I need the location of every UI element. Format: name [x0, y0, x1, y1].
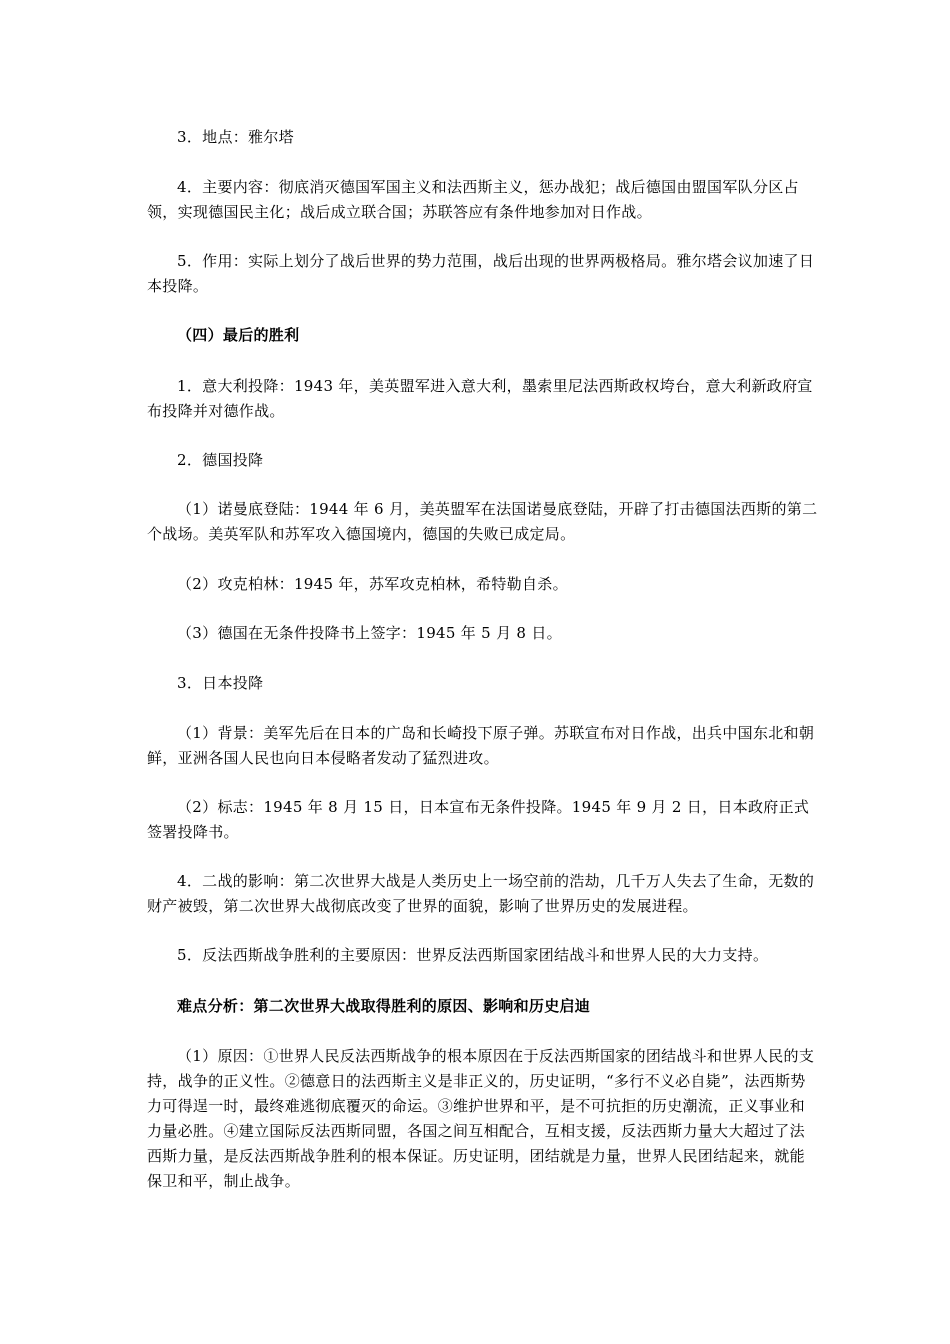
- paragraph-sign: （2）标志：1945 年 8 月 15 日，日本宣布无条件投降。1945 年 9 月 2 日，日本政府正式签署投降书。: [147, 798, 810, 841]
- paragraph-italy-surrender: 1．意大利投降：1943 年，美英盟军进入意大利，墨索里尼法西斯政权垮台，意大利新政府宣布投降并对德作战。: [147, 377, 813, 420]
- paragraph-location: 3．地点：雅尔塔: [177, 128, 294, 146]
- section-heading-difficulty-analysis: 难点分析：第二次世界大战取得胜利的原因、影响和历史启迪: [177, 997, 591, 1015]
- paragraph-main-content: 4．主要内容：彻底消灭德国军国主义和法西斯主义，惩办战犯；战后德国由盟国军队分区占领，实现德国民主化；战后成立联合国；苏联答应有条件地参加对日作战。: [147, 178, 799, 221]
- paragraph-germany-sign: （3）德国在无条件投降书上签字：1945 年 5 月 8 日。: [177, 624, 562, 642]
- section-heading-final-victory: （四）最后的胜利: [177, 326, 300, 344]
- paragraph-effect: 5．作用：实际上划分了战后世界的势力范围，战后出现的世界两极格局。雅尔塔会议加速了日本投降。: [147, 252, 815, 295]
- paragraph-germany-surrender: 2．德国投降: [177, 451, 264, 469]
- paragraph-normandy: （1）诺曼底登陆：1944 年 6 月，美英盟军在法国诺曼底登陆，开辟了打击德国法西斯的第二个战场。美英军队和苏军攻入德国境内，德国的失败已成定局。: [147, 500, 818, 543]
- paragraph-war-impact: 4．二战的影响：第二次世界大战是人类历史上一场空前的浩劫，几千万人失去了生命，无数的财产被毁，第二次世界大战彻底改变了世界的面貌，影响了世界历史的发展进程。: [147, 872, 815, 915]
- paragraph-background: （1）背景：美军先后在日本的广岛和长崎投下原子弹。苏联宣布对日作战，出兵中国东北和朝鲜，亚洲各国人民也向日本侵略者发动了猛烈进攻。: [147, 724, 815, 767]
- paragraph-reasons: （1）原因：①世界人民反法西斯战争的根本原因在于反法西斯国家的团结战斗和世界人民的支持，战争的正义性。②德意日的法西斯主义是非正义的，历史证明，“多行不义必自毙”，法西斯势力可得逞一时，最终难逃彻底覆灭的命运。③维护世界和平，是不可抗拒的历史潮流，正义事业和力量必胜。④建立国际反法西斯同盟，各国之间互相配合，互相支援，反法西斯力量大大超过了法西斯力量，是反法西斯战争胜利的根本保证。历史证明，团结就是力量，世界人民团结起来，就能保卫和平，制止战争。: [147, 1047, 815, 1190]
- paragraph-berlin: （2）攻克柏林：1945 年，苏军攻克柏林，希特勒自杀。: [177, 575, 568, 593]
- paragraph-japan-surrender: 3．日本投降: [177, 674, 264, 692]
- paragraph-victory-reason: 5．反法西斯战争胜利的主要原因：世界反法西斯国家团结战斗和世界人民的大力支持。: [177, 946, 769, 964]
